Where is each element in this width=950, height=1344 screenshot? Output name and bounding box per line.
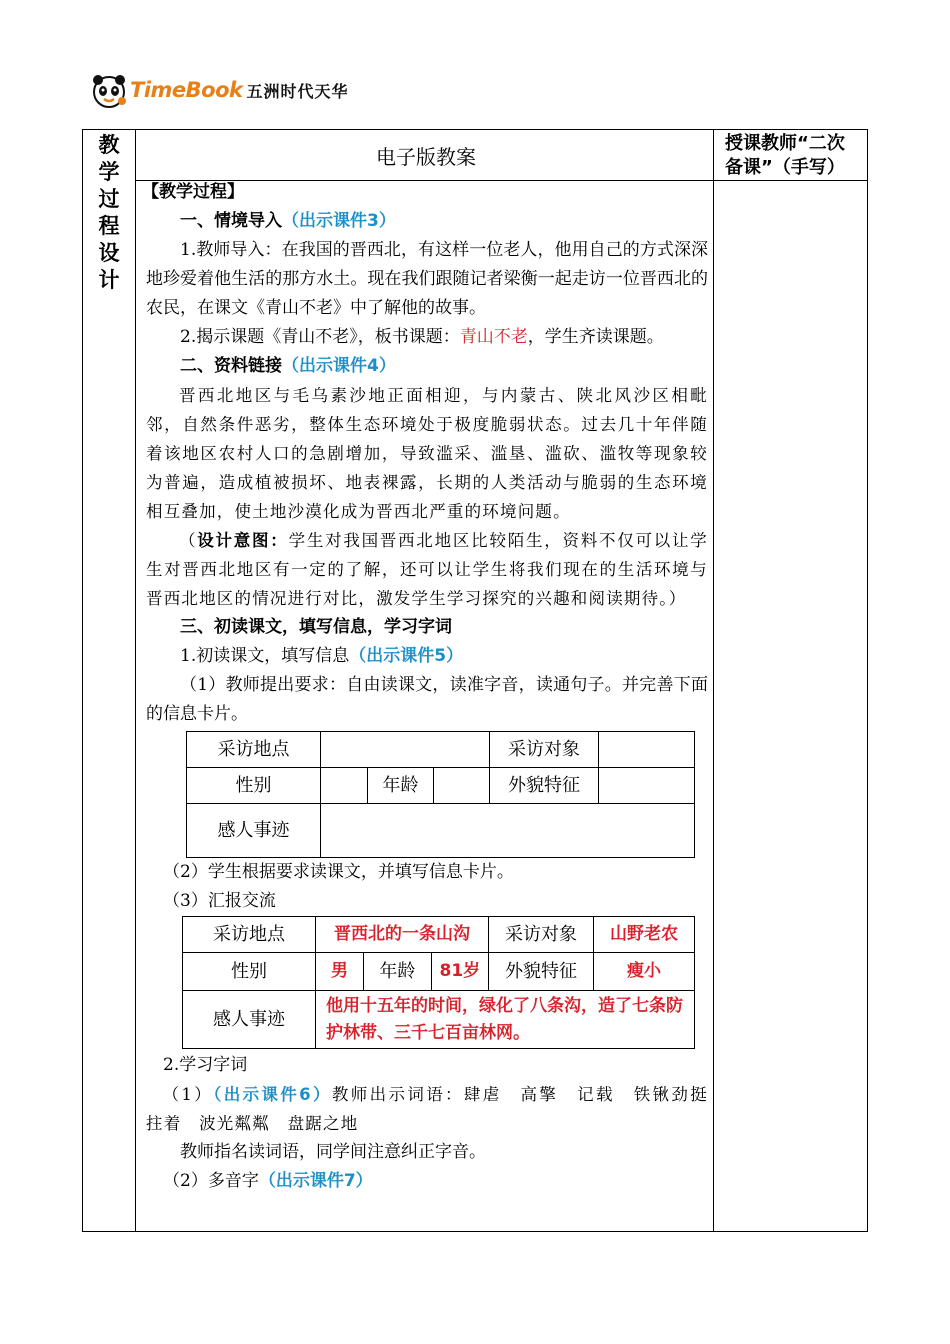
step-3-1b: （2）学生根据要求读课文，并填写信息卡片。 [163,862,514,882]
lesson-content [142,178,726,1196]
courseware-link-4: （出示课件4） [282,356,396,376]
board-title-red: 青山不老 [459,327,528,347]
card-cell-deed[interactable] [321,804,695,858]
side-title-char: 设 [98,241,120,265]
step-3-1a: （1）教师提出要求：自由读课文，读准字音，读通句子。并完善下面的信息卡片。 [146,675,708,724]
paragraph-title-reveal [146,323,708,352]
filled-value-look: 瘦小 [594,953,695,991]
card-label-place: 采访地点 [187,732,321,768]
page-title: 电子版教案 [376,144,476,169]
step-3-2c [146,1167,708,1196]
filled-value-age: 81岁 [431,953,488,991]
courseware-link-7: （出示课件7） [258,1171,373,1191]
section-1-title: 一、情境导入 [180,211,282,231]
process-title: 【教学过程】 [142,182,244,202]
card-label-deed: 感人事迹 [187,804,321,858]
filled-value-gender: 男 [316,953,364,991]
teacher-notes-header [725,132,867,180]
filled-value-place: 晋西北的一条山沟 [316,917,489,953]
section-2-heading [146,352,708,381]
step-3-2a-words: 教师出示词语：肆虐 高擎 记载 铁锹劲挺 拄着 波光粼粼 盘踞之地 [146,1085,726,1133]
filled-label-place: 采访地点 [183,917,316,953]
card-cell-target[interactable] [599,732,695,768]
design-text: 学生对我国晋西北地区比较陌生，资料不仅可以让学生对晋西北地区有一定的了解，还可以让学生将我们现在的生活环境与晋西北地区的情况进行对比，激发学生学习探究的兴趣和阅读期待。） [146,531,709,608]
side-title-char: 过 [98,187,120,211]
p2-before: 2.揭示课题《青山不老》，板书课题： [180,327,460,347]
timebook-logo [90,70,349,110]
card-cell-look[interactable] [599,768,695,804]
filled-label-target: 采访对象 [489,917,594,953]
teacher-notes-header-line2: 备课”（手写） [725,157,845,178]
panda-logo-icon [90,71,128,109]
divider-left [135,130,136,1231]
filled-value-deed: 他用十五年的时间，绿化了八条沟，造了七条防护林带、三千七百亩林网。 [316,991,695,1049]
courseware-link-5: （出示课件5） [349,646,464,666]
filled-label-deed: 感人事迹 [183,991,316,1049]
side-title-char: 学 [98,160,120,184]
step-3-2a-prefix: （1） [162,1085,214,1104]
side-title-char: 计 [98,268,120,292]
step-3-2c-prefix: （2）多音字 [163,1171,259,1191]
card-label-look: 外貌特征 [490,768,599,804]
filled-label-gender: 性别 [183,953,316,991]
p2-after: ，学生齐读课题。 [527,327,664,347]
step-3-2a [146,1080,726,1138]
courseware-link-6: （出示课件6） [213,1085,332,1104]
card-cell-place[interactable] [321,732,490,768]
courseware-link-3: （出示课件3） [282,211,396,231]
step-3-2: 2.学习字词 [163,1055,248,1075]
paragraph-intro: 1.教师导入：在我国的晋西北，有这样一位老人，他用自己的方式深深地珍爱着他生活的那方水土。现在我们跟随记者梁衡一起走访一位晋西北的农民，在课文《青山不老》中了解他的故事。 [146,240,708,318]
filled-value-target: 山野老农 [594,917,695,953]
step-3-1 [146,642,708,671]
section-2-title: 二、资料链接 [180,356,282,376]
card-label-gender: 性别 [187,768,321,804]
side-title-char: 教 [98,133,120,157]
card-label-age: 年龄 [368,768,434,804]
info-card-blank [186,731,695,858]
step-3-1c: （3）汇报交流 [163,891,276,911]
side-title-char: 程 [98,214,120,238]
filled-label-age: 年龄 [364,953,432,991]
filled-label-look: 外貌特征 [489,953,594,991]
card-label-target: 采访对象 [490,732,599,768]
paragraph-design-intent [146,526,708,613]
paragraph-background: 晋西北地区与毛乌素沙地正面相迎，与内蒙古、陕北风沙区相毗邻，自然条件恶劣，整体生态环境处于极度脆弱状态。过去几十年伴随着该地区农村人口的急剧增加，导致滥采、滥垦、滥砍、滥牧等现象较为普遍，造成植被损坏、地表裸露，长期的人类活动与脆弱的生态环境相互叠加，使土地沙漠化成为晋西北严重的环境问题。 [146,386,708,521]
card-cell-age[interactable] [434,768,490,804]
logo-brand-text: TimeBook [130,78,243,102]
card-cell-gender[interactable] [321,768,368,804]
section-3-title: 三、初读课文，填写信息，学习字词 [180,617,452,637]
step-3-1-text: 1.初读课文，填写信息 [180,646,350,666]
logo-cn-text: 五洲时代天华 [246,81,349,101]
teacher-notes-header-line1: 授课教师“二次 [725,133,845,154]
divider-right [713,130,714,1231]
side-title [83,132,135,294]
design-label: 设计意图： [197,531,289,550]
step-3-2b: 教师指名读词语，同学间注意纠正字音。 [180,1142,486,1162]
section-1-heading [146,207,708,236]
info-card-filled [182,916,695,1049]
design-open: （ [179,531,198,550]
